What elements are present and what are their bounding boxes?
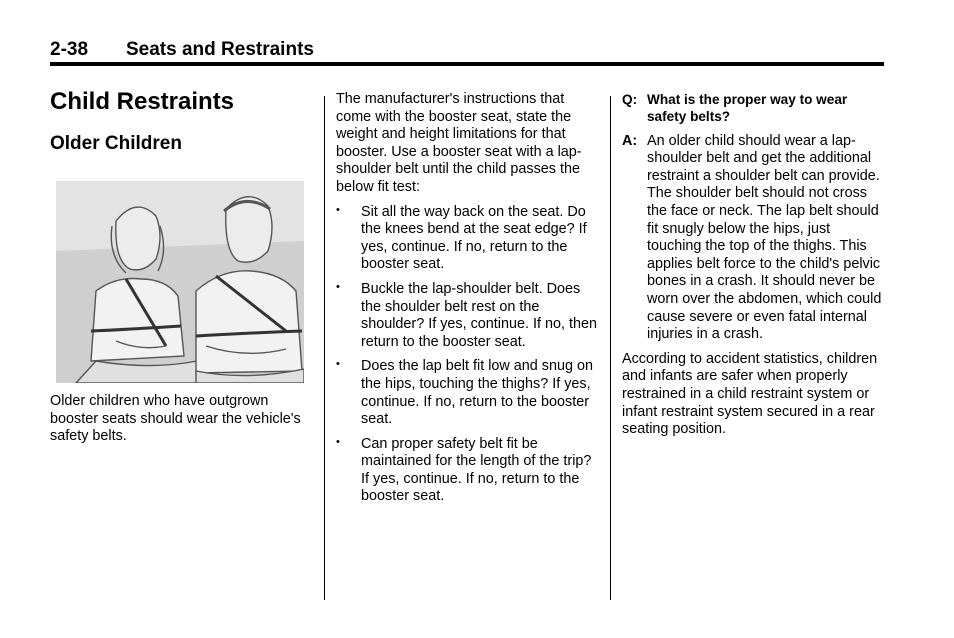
page-header — [50, 39, 884, 61]
list-item-text: Can proper safety belt fit be maintained for the length of the trip? If yes, continue. If no, return to the booster seat. — [361, 435, 592, 505]
booster-intro-paragraph: The manufacturer's instructions that come with the booster seat, state the weight and height limitations for that booster. Use a booster seat with a lap-shoulder belt until the child passes the below fit test: — [336, 91, 582, 195]
list-item — [336, 436, 598, 506]
page-title: Child Restraints — [50, 88, 235, 115]
closing-paragraph: According to accident statistics, children and infants are safer when properly restrained in a child restraint system or infant restraint system secured in a rear seating position. — [622, 350, 878, 438]
list-item — [336, 281, 598, 351]
header-rule — [50, 62, 884, 66]
qa-column — [622, 92, 884, 439]
question — [622, 92, 884, 126]
section-title: Seats and Restraints — [126, 39, 314, 60]
answer — [622, 133, 884, 344]
question-label: Q: — [622, 92, 638, 107]
question-text: What is the proper way to wear safety belts? — [647, 92, 848, 124]
list-item-text: Sit all the way back on the seat. Do the knees bend at the seat edge? If yes, continue. If no, return to the booster seat. — [361, 203, 587, 273]
children-seatbelt-illustration — [56, 181, 304, 383]
list-item — [336, 204, 598, 274]
column-divider-2 — [610, 96, 611, 600]
bullet-icon: • — [336, 280, 340, 293]
section-heading: Older Children — [50, 133, 182, 154]
fit-test-list — [336, 204, 598, 507]
answer-text: An older child should wear a lap-shoulder belt and get the additional restraint a shoulder belt can provide. The shoulder belt should not cross the face or neck. The lap belt should fit snugly below the hips, just touching the top of the thighs. This applies belt force to the child's pelvic bones in a crash. It should never be worn over the abdomen, which could cause severe or even fatal internal injuries in a crash. — [647, 132, 882, 343]
bullet-icon: • — [336, 203, 340, 216]
page-number: 2-38 — [50, 39, 89, 60]
illustration-caption: Older children who have outgrown booster seats should wear the vehicle's safety belts. — [50, 393, 301, 445]
bullet-icon: • — [336, 435, 340, 448]
list-item-text: Buckle the lap-shoulder belt. Does the shoulder belt rest on the shoulder? If yes, continue. If no, then return to the booster seat. — [361, 280, 597, 350]
answer-label: A: — [622, 132, 638, 149]
column-divider-1 — [324, 96, 325, 600]
fit-test-column — [336, 91, 598, 513]
bullet-icon: • — [336, 358, 340, 371]
list-item — [336, 358, 598, 428]
list-item-text: Does the lap belt fit low and snug on the hips, touching the thighs? If yes, continue. If no, return to the booster seat. — [361, 358, 593, 428]
